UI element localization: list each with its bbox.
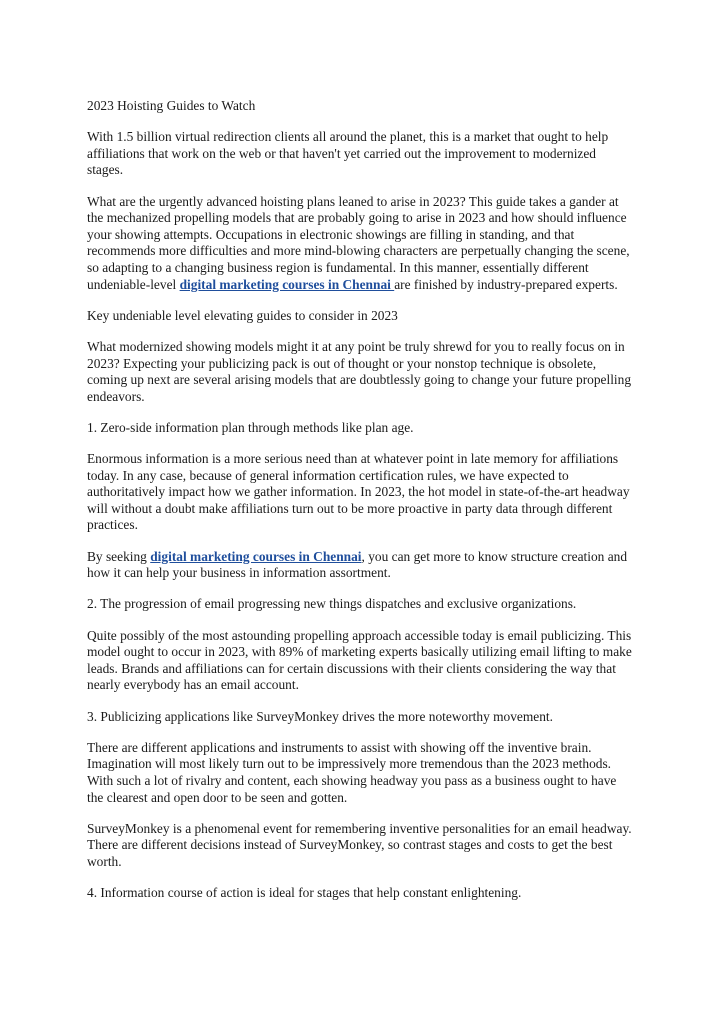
paragraph-models: What modernized showing models might it at any point be truly shrewd for you to really focus on in 2023? Expecting your publicizing pack is out of thought or your nonstop technique is obsolete, coming up next are several arising models that are doubtlessly going to change your future propelling endeavors. (87, 338, 632, 404)
list-item-1: 1. Zero-side information plan through methods like plan age. (87, 419, 414, 435)
paragraph-intro: With 1.5 billion virtual redirection clients all around the planet, this is a market that ought to help affiliations that work on the web or that haven't yet carried out the improvement to modernized stages. (87, 129, 609, 178)
list-item-3: 3. Publicizing applications like SurveyMonkey drives the more noteworthy movement. (87, 708, 553, 724)
paragraph-trends-tail: are finished by industry-prepared experts. (394, 276, 618, 292)
paragraph-trends (87, 194, 635, 294)
paragraph-trends-text: What are the urgently advanced hoisting plans leaned to arise in 2023? This guide takes a gander at the mechanized propelling models that are probably going to arise in 2023 and how should influence your showing attempts. Occupations in electronic showings are filling in standing, and that recommends more difficulties and more mind-blowing characters are perpetually changing the scene, so adapting to a changing business region is fundamental. In this manner, essentially different undeniable-level (87, 193, 630, 292)
list-item-4: 4. Information course of action is ideal for stages that help constant enlightening. (87, 885, 522, 901)
document-body (87, 98, 635, 916)
paragraph-data: Enormous information is a more serious need than at whatever point in late memory for affiliations today. In any case, because of general information certification rules, we have expected to authoritatively impact how we gather information. In 2023, the hot model in state-of-the-art headway will without a doubt make affiliations turn out to be more proactive in party data through different practices. (87, 451, 630, 533)
list-item-2: 2. The progression of email progressing new things dispatches and exclusive organizations. (87, 596, 577, 612)
document-title: 2023 Hoisting Guides to Watch (87, 98, 256, 113)
paragraph-surveymonkey: SurveyMonkey is a phenomenal event for remembering inventive personalities for an email headway. There are different decisions instead of SurveyMonkey, so contrast stages and costs to get the best worth. (87, 820, 632, 869)
section-heading: Key undeniable level elevating guides to consider in 2023 (87, 307, 398, 323)
paragraph-apps: There are different applications and instruments to assist with showing off the inventive brain. Imagination will most likely turn out to be impressively more tremendous than the 2023 methods. With such a lot of rivalry and content, each showing headway you pass as a business ought to have the clearest and open door to be seen and gotten. (87, 739, 617, 805)
course-link-2[interactable]: digital marketing courses in Chennai (150, 548, 362, 564)
paragraph-seeking-text: By seeking (87, 548, 151, 564)
course-link-1[interactable]: digital marketing courses in Chennai (179, 276, 395, 292)
paragraph-email: Quite possibly of the most astounding propelling approach accessible today is email publicizing. This model ought to occur in 2023, with 89% of marketing experts basically utilizing email lifting to make leads. Brands and affiliations can for certain discussions with their clients considering the way that nearly everybody has an email account. (87, 627, 632, 693)
paragraph-seeking (87, 549, 635, 582)
paragraph-seeking-tail: , you can get more to know structure creation and how it can help your business in information assortment. (87, 548, 628, 581)
